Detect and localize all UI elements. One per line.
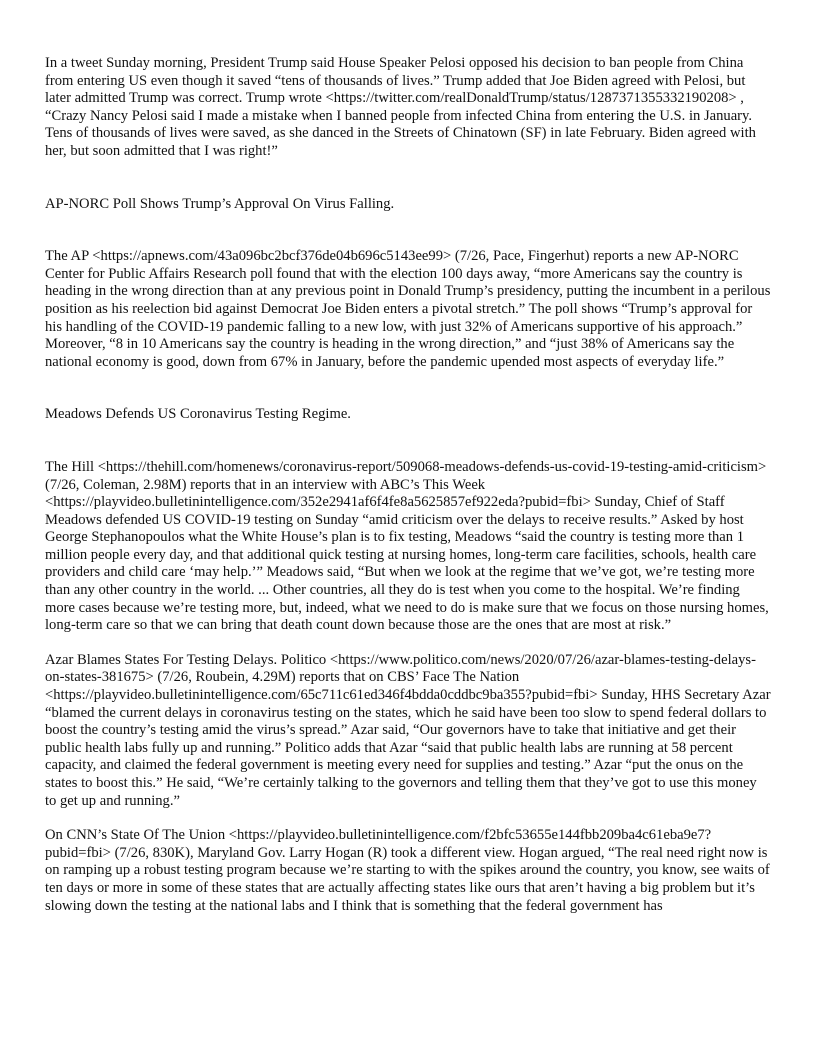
document-page <box>45 55 771 915</box>
paragraph-ap-poll: The AP <https://apnews.com/43a096bc2bcf376de04b696c5143ee99> (7/26, Pace, Fingerhut) reports a new AP-NORC Center for Public Affairs Research poll found that with the election 100 days away, “more Americans say the country is heading in the wrong direction than at any previous point in Donald Trump’s presidency, putting the incumbent in a perilous position as his reelection bid against Democrat Joe Biden enters a pivotal stretch.” The poll shows “Trump’s approval for his handling of the COVID-19 pandemic falling to a new low, with just 32% of Americans supportive of his approach.” Moreover, “8 in 10 Americans say the country is heading in the wrong direction,” and “just 38% of Americans say the national economy is good, down from 67% in January, before the pandemic upended most aspects of everyday life.” <box>45 248 771 370</box>
paragraph-trump-tweet: In a tweet Sunday morning, President Trump said House Speaker Pelosi opposed his decision to ban people from China from entering US even though it saved “tens of thousands of lives.” Trump added that Joe Biden agreed with Pelosi, but later admitted Trump was correct. Trump wrote <https://twitter.com/realDonaldTrump/status/1287371355332190208> , “Crazy Nancy Pelosi said I made a mistake when I banned people from infected China from entering the U.S. in January. Tens of thousands of lives were saved, as she danced in the Streets of Chinatown (SF) in late February. Biden agreed with her, but soon admitted that I was right!” <box>45 55 756 159</box>
heading-meadows-testing: Meadows Defends US Coronavirus Testing Regime. <box>45 406 351 423</box>
heading-ap-norc-poll: AP-NORC Poll Shows Trump’s Approval On Virus Falling. <box>45 195 395 212</box>
paragraph-hogan-cnn: On CNN’s State Of The Union <https://playvideo.bulletinintelligence.com/f2bfc53655e144fbb209ba4c61eba9e7?pubid=fbi> (7/26, 830K), Maryland Gov. Larry Hogan (R) took a different view. Hogan argued, “The real need right now is on ramping up a robust testing program because we’re starting to with the spikes around the country, you know, see waits of ten days or more in some of these states that are actually affecting states like ours that aren’t having a big problem but it’s slowing down the testing at the national labs and I think that is something that the federal government has <box>45 827 770 914</box>
paragraph-the-hill: The Hill <https://thehill.com/homenews/coronavirus-report/509068-meadows-defends-us-covid-19-testing-amid-criticism> (7/26, Coleman, 2.98M) reports that in an interview with ABC’s This Week <https://playvideo.bulletinintelligence.com/352e2941af6f4fe8a5625857ef922eda?pubid=fbi> Sunday, Chief of Staff Meadows defended US COVID-19 testing on Sunday “amid criticism over the delays to receive results.” Asked by host George Stephanopoulos what the White House’s plan is to fix testing, Meadows “said the country is testing more than 1 million people every day, and that additional quick testing at nursing homes, long-term care facilities, schools, health care providers and child care ‘may help.’” Meadows said, “But when we look at the regime that we’ve got, we’re testing more than any other country in the world. ... Other countries, all they do is test when you come to the hospital. We’re finding more cases because we’re testing more, but, indeed, what we need to do is make sure that we focus on those nursing homes, long-term care so that we can bring that death count down because those are the ones that are most at risk.” <box>45 458 769 634</box>
paragraph-azar-politico: Azar Blames States For Testing Delays. Politico <https://www.politico.com/news/2020/07/26/azar-blames-testing-delays-on-states-381675> (7/26, Roubein, 4.29M) reports that on CBS’ Face The Nation <https://playvideo.bulletinintelligence.com/65c711c61ed346f4bdda0cddbc9ba355?pubid=fbi> Sunday, HHS Secretary Azar “blamed the current delays in coronavirus testing on the states, which he said have been too slow to spend federal dollars to boost the country’s testing amid the virus’s spread.” Azar said, “Our governors have to take that initiative and get their public health labs fully up and running.” Politico adds that Azar “said that public health labs are running at 58 percent capacity, and claimed the federal government is meeting every need for supplies and testing.” Azar “put the onus on the states to boost this.” He said, “We’re certainly talking to the governors and telling them that they’ve got to use this money to get up and running.” <box>45 651 771 809</box>
